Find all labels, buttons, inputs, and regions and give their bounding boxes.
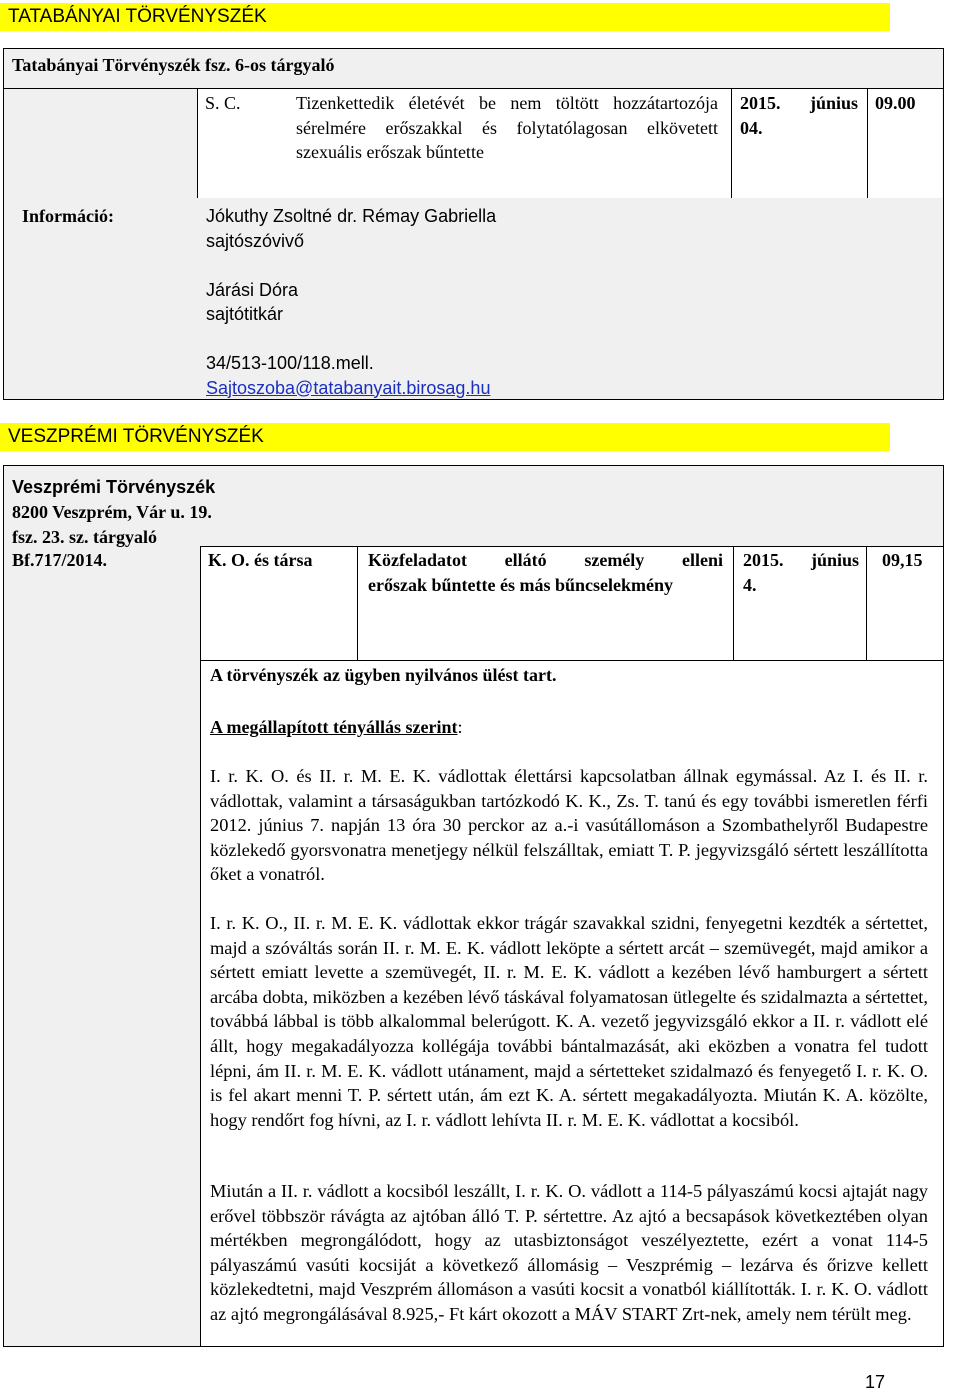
veszprem-charge: [368, 548, 723, 597]
tatabanya-date-line1: 2015. június: [740, 93, 858, 113]
veszprem-time: 09,15: [882, 550, 923, 570]
contact1-name: Jókuthy Zsoltné dr. Rémay Gabriella: [206, 206, 497, 226]
veszprem-date-line2: 4.: [743, 574, 757, 595]
contact1-role: sajtószóvivő: [206, 230, 305, 251]
info-label: Információ:: [22, 206, 114, 226]
veszprem-charge-line2: erőszak bűntette és más bűncselekmény: [368, 574, 673, 595]
page-number: 17: [865, 1372, 886, 1392]
veszprem-venue-line1: Veszprémi Törvényszék: [12, 477, 216, 497]
contact2-name: Járási Dóra: [206, 279, 299, 300]
tatabanya-venue: Tatabányai Törvényszék fsz. 6-os tárgyaló: [12, 55, 335, 75]
veszprem-date: [743, 548, 859, 597]
facts-heading-colon: :: [457, 717, 463, 737]
tatabanya-date-line2: 04.: [740, 117, 763, 138]
veszprem-venue: [12, 475, 215, 550]
veszprem-venue-line3: fsz. 23. sz. tárgyaló: [12, 527, 157, 547]
public-hearing-note: A törvényszék az ügyben nyilvános ülést tart.: [210, 665, 557, 685]
veszprem-charge-line1: Közfeladatot ellátó személy elleni: [368, 550, 723, 570]
veszprem-venue-line2: 8200 Veszprém, Vár u. 19.: [12, 502, 212, 522]
facts-heading: [210, 715, 462, 740]
veszprem-date-line1: 2015. június: [743, 550, 859, 570]
facts-heading-text: A megállapított tényállás szerint: [210, 717, 458, 737]
facts-paragraph-1: I. r. K. O. és II. r. M. E. K. vádlottak élettársi kapcsolatban állnak egymással. Az I. és II. r. vádlottak, valamint a társaságukban tartózkodó K. K., Zs. T. tanú és egy további ismeretlen férfi 2012. június 7. napján 13 óra 30 perckor az a.-i vasútállomáson a Szombathelyről Budapestre közlekedő gyorsvonatra menetjegy nélkül felszálltak, emiatt T. P. jegyvizsgáló sértett leszállította őket a vonatról.: [210, 766, 928, 885]
veszprem-case-no: Bf.717/2014.: [12, 550, 108, 570]
facts-paragraph-2: I. r. K. O., II. r. M. E. K. vádlottak ekkor trágár szavakkal szidni, fenyegetni kezdték a sértettet, majd a szóváltás során II. r. M. E. K. vádlott leköpte a sértett arcát – szemüvegét, majd amikor a sértett emiatt levette a szemüvegét, II. r. M. E. K. vádlott a kezében lévő hamburgert a sértett arcába dobta, miközben a kezében lévő táskával folyamatosan ütlegelte és szidalmazta a sértettet, továbbá lábbal is több alkalommal belerúgott. K. A. vezető jegyvizsgáló ekkor a II. r. vádlott elé állt, hogy megakadályozza kollégája további bántalmazását, aki eközben a vonatra fel tudott lépni, ám II. r. M. E. K. vádlott utánament, majd a sértetteket szidalmazó és fenyegető I. r. K. O. is fel akart menni T. P. sértett után, ám ezt K. A. sértett megakadályozta. Miután K. A. közölte, hogy rendőrt fog hívni, az I. r. vádlott lehívta II. r. M. E. K. vádlottat a kocsiból.: [210, 913, 928, 1130]
email-link[interactable]: Sajtoszoba@tatabanyait.birosag.hu: [206, 377, 491, 398]
tatabanya-defendant: S. C.: [205, 93, 241, 113]
veszprem-banner: VESZPRÉMI TÖRVÉNYSZÉK: [0, 423, 890, 451]
tatabanya-time: 09.00: [875, 93, 916, 113]
phone: 34/513-100/118.mell.: [206, 353, 374, 373]
tatabanya-charge: Tizenkettedik életévét be nem töltött hozzátartozója sérelmére erőszakkal és folytatólagosan elkövetett szexuális erőszak bűntette: [296, 93, 718, 162]
veszprem-defendant: K. O. és társa: [208, 550, 313, 570]
facts-paragraph-3: Miután a II. r. vádlott a kocsiból leszállt, I. r. K. O. vádlott a 114-5 pályaszámú kocsi ajtaját nagy erővel többször rávágta az ajtóban álló T. P. sértettre. Az ajtó a becsapások következtében olyan mértékben megrongálódott, hogy az utasbiztonságot veszélyeztette, ezért a vonat 114-5 pályaszámú vasúti kocsiját a következő állomásig – Veszprémig – lezárva és őrizve kellett közlekedtetni, majd Veszprém állomáson a vasúti kocsit a vonatból kiállították. I. r. K. O. vádlott az ajtó megrongálásával 8.925,- Ft kárt okozott a MÁV START Zrt-nek, amely nem térült meg.: [210, 1181, 928, 1324]
contact-block: [206, 204, 496, 400]
tatabanya-banner: TATABÁNYAI TÖRVÉNYSZÉK: [0, 3, 890, 31]
contact2-role: sajtótitkár: [206, 304, 284, 324]
tatabanya-date: [740, 91, 858, 140]
